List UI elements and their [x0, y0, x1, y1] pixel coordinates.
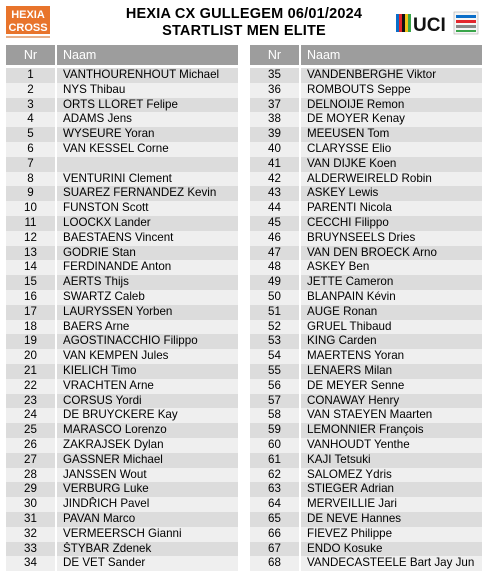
- logo-cross-text: CROSS: [8, 22, 48, 34]
- table-row: [6, 231, 238, 246]
- table-row: [6, 349, 238, 364]
- table-row: [6, 83, 238, 98]
- rider-number: 21: [6, 364, 55, 379]
- table-row: [6, 482, 238, 497]
- rider-number: 9: [6, 186, 55, 201]
- rider-number: 67: [250, 542, 299, 557]
- rider-number: 17: [6, 305, 55, 320]
- table-row: [6, 394, 238, 409]
- rider-name: STIEGER Adrian: [299, 482, 482, 497]
- rider-name: BAERS Arne: [55, 320, 238, 335]
- rider-name: VANDENBERGHE Viktor: [299, 68, 482, 83]
- rider-name: DE NEVE Hannes: [299, 512, 482, 527]
- rider-number: 53: [250, 334, 299, 349]
- rider-number: 23: [6, 394, 55, 409]
- rider-name: PAVAN Marco: [55, 512, 238, 527]
- rider-name: CLARYSSE Elio: [299, 142, 482, 157]
- rider-number: 26: [6, 438, 55, 453]
- rider-number: 2: [6, 83, 55, 98]
- rider-name: VAN DIJKE Koen: [299, 157, 482, 172]
- rider-number: 25: [6, 423, 55, 438]
- rider-name: ŠTYBAR Zdenek: [55, 542, 238, 557]
- table-row: [250, 172, 482, 187]
- table-row: [250, 453, 482, 468]
- rider-name: ASKEY Lewis: [299, 186, 482, 201]
- table-row: [250, 423, 482, 438]
- rider-name: VAN DEN BROECK Arno: [299, 246, 482, 261]
- table-row: [250, 68, 482, 83]
- table-row: [250, 542, 482, 557]
- rider-name: KIELICH Timo: [55, 364, 238, 379]
- rider-name: MARASCO Lorenzo: [55, 423, 238, 438]
- rider-number: 19: [6, 334, 55, 349]
- table-row: [250, 468, 482, 483]
- rider-name: JANSSEN Wout: [55, 468, 238, 483]
- rider-name: BAESTAENS Vincent: [55, 231, 238, 246]
- rider-list-right: [250, 68, 482, 571]
- rider-number: 47: [250, 246, 299, 261]
- table-row: [250, 364, 482, 379]
- table-row: [250, 127, 482, 142]
- rider-name: JINDŘICH Pavel: [55, 497, 238, 512]
- rider-number: 51: [250, 305, 299, 320]
- table-row: [250, 556, 482, 571]
- rider-number: 38: [250, 112, 299, 127]
- table-row: [250, 112, 482, 127]
- rider-number: 6: [6, 142, 55, 157]
- table-row: [250, 482, 482, 497]
- rider-number: 28: [6, 468, 55, 483]
- logo-hexia-text: HEXIA: [11, 9, 45, 21]
- rider-number: 58: [250, 408, 299, 423]
- column-header-name: Naam: [55, 45, 238, 65]
- rider-name: CORSUS Yordi: [55, 394, 238, 409]
- table-row: [6, 438, 238, 453]
- rider-number: 12: [6, 231, 55, 246]
- rider-name: GODRIE Stan: [55, 246, 238, 261]
- rider-number: 33: [6, 542, 55, 557]
- table-row: [6, 497, 238, 512]
- rider-name: [55, 157, 238, 172]
- rider-name: DE MEYER Senne: [299, 379, 482, 394]
- rider-name: WYSEURE Yoran: [55, 127, 238, 142]
- rider-number: 18: [6, 320, 55, 335]
- table-row: [250, 275, 482, 290]
- table-row: [250, 512, 482, 527]
- rider-number: 3: [6, 98, 55, 113]
- rider-name: ROMBOUTS Seppe: [299, 83, 482, 98]
- rider-name: LOOCKX Lander: [55, 216, 238, 231]
- column-header-nr: Nr: [267, 48, 282, 62]
- rider-number: 22: [6, 379, 55, 394]
- rider-name: BLANPAIN Kévin: [299, 290, 482, 305]
- rider-number: 10: [6, 201, 55, 216]
- rider-number: 34: [6, 556, 55, 571]
- rider-number: 54: [250, 349, 299, 364]
- table-row: [6, 260, 238, 275]
- rider-name: VERBURG Luke: [55, 482, 238, 497]
- rider-number: 64: [250, 497, 299, 512]
- table-row: [250, 231, 482, 246]
- table-row: [6, 468, 238, 483]
- rider-list-left: [6, 68, 238, 571]
- table-header: [6, 45, 238, 65]
- rider-name: CONAWAY Henry: [299, 394, 482, 409]
- rider-number: 61: [250, 453, 299, 468]
- table-header: [250, 45, 482, 65]
- rider-number: 30: [6, 497, 55, 512]
- table-row: [250, 379, 482, 394]
- table-row: [6, 68, 238, 83]
- rider-number: 7: [6, 157, 55, 172]
- table-row: [6, 216, 238, 231]
- table-row: [250, 186, 482, 201]
- table-row: [250, 246, 482, 261]
- startlist-column-left: [6, 45, 238, 571]
- rider-name: MERVEILLIE Jari: [299, 497, 482, 512]
- table-row: [6, 142, 238, 157]
- rider-number: 42: [250, 172, 299, 187]
- rider-number: 56: [250, 379, 299, 394]
- rider-number: 11: [6, 216, 55, 231]
- rider-number: 45: [250, 216, 299, 231]
- table-row: [6, 527, 238, 542]
- table-row: [250, 305, 482, 320]
- table-row: [6, 112, 238, 127]
- rider-name: ZAKRAJSEK Dylan: [55, 438, 238, 453]
- rider-number: 16: [6, 290, 55, 305]
- rider-name: SUAREZ FERNANDEZ Kevin: [55, 186, 238, 201]
- table-row: [250, 157, 482, 172]
- rider-name: ENDO Kosuke: [299, 542, 482, 557]
- rider-number: 62: [250, 468, 299, 483]
- rider-number: 44: [250, 201, 299, 216]
- table-row: [250, 83, 482, 98]
- rider-number: 20: [6, 349, 55, 364]
- table-row: [6, 127, 238, 142]
- table-row: [250, 320, 482, 335]
- rider-name: ALDERWEIRELD Robin: [299, 172, 482, 187]
- rider-number: 1: [6, 68, 55, 83]
- rider-number: 36: [250, 83, 299, 98]
- table-row: [250, 334, 482, 349]
- rider-number: 27: [6, 453, 55, 468]
- rider-name: SWARTZ Caleb: [55, 290, 238, 305]
- rider-name: VAN KESSEL Corne: [55, 142, 238, 157]
- rider-name: LENAERS Milan: [299, 364, 482, 379]
- rider-name: DE BRUYCKERE Kay: [55, 408, 238, 423]
- rider-number: 32: [6, 527, 55, 542]
- table-row: [6, 305, 238, 320]
- rider-name: PARENTI Nicola: [299, 201, 482, 216]
- rider-number: 57: [250, 394, 299, 409]
- rider-number: 15: [6, 275, 55, 290]
- column-header-name: Naam: [299, 45, 482, 65]
- rider-name: VANHOUDT Yenthe: [299, 438, 482, 453]
- rider-name: VANDECASTEELE Bart Jay Jun: [299, 556, 482, 571]
- rider-number: 39: [250, 127, 299, 142]
- rider-name: CECCHI Filippo: [299, 216, 482, 231]
- rider-number: 52: [250, 320, 299, 335]
- table-row: [250, 290, 482, 305]
- rider-name: FUNSTON Scott: [55, 201, 238, 216]
- rider-number: 46: [250, 231, 299, 246]
- rider-name: VRACHTEN Arne: [55, 379, 238, 394]
- table-row: [6, 246, 238, 261]
- event-title: HEXIA CX GULLEGEM 06/01/2024: [125, 6, 363, 22]
- rider-name: ASKEY Ben: [299, 260, 482, 275]
- table-row: [6, 172, 238, 187]
- table-row: [250, 408, 482, 423]
- rider-number: 31: [6, 512, 55, 527]
- table-row: [250, 216, 482, 231]
- rider-number: 66: [250, 527, 299, 542]
- rider-number: 14: [6, 260, 55, 275]
- table-row: [6, 556, 238, 571]
- table-row: [6, 364, 238, 379]
- rider-number: 4: [6, 112, 55, 127]
- rider-name: ADAMS Jens: [55, 112, 238, 127]
- rider-name: MAERTENS Yoran: [299, 349, 482, 364]
- rider-number: 60: [250, 438, 299, 453]
- rider-name: DE MOYER Kenay: [299, 112, 482, 127]
- table-row: [6, 512, 238, 527]
- table-row: [6, 275, 238, 290]
- rider-number: 68: [250, 556, 299, 571]
- rider-name: KING Carden: [299, 334, 482, 349]
- rider-number: 13: [6, 246, 55, 261]
- table-row: [6, 186, 238, 201]
- rider-number: 5: [6, 127, 55, 142]
- startlist-title: STARTLIST MEN ELITE: [162, 23, 326, 39]
- startlist-column-right: [250, 45, 482, 571]
- rider-number: 8: [6, 172, 55, 187]
- rider-name: KAJI Tetsuki: [299, 453, 482, 468]
- rider-name: VERMEERSCH Gianni: [55, 527, 238, 542]
- table-row: [250, 527, 482, 542]
- rider-name: FERDINANDE Anton: [55, 260, 238, 275]
- rider-name: AGOSTINACCHIO Filippo: [55, 334, 238, 349]
- rider-name: DE VET Sander: [55, 556, 238, 571]
- table-row: [250, 142, 482, 157]
- rider-name: GRUEL Thibaud: [299, 320, 482, 335]
- rider-number: 37: [250, 98, 299, 113]
- rider-name: VANTHOURENHOUT Michael: [55, 68, 238, 83]
- rider-name: DELNOIJE Remon: [299, 98, 482, 113]
- table-row: [6, 320, 238, 335]
- table-row: [6, 408, 238, 423]
- uci-logo-text: UCI: [413, 15, 446, 36]
- rider-name: VAN KEMPEN Jules: [55, 349, 238, 364]
- table-row: [250, 349, 482, 364]
- rider-name: VENTURINI Clement: [55, 172, 238, 187]
- table-row: [250, 98, 482, 113]
- rider-number: 59: [250, 423, 299, 438]
- rider-number: 35: [250, 68, 299, 83]
- table-row: [250, 394, 482, 409]
- rider-name: AUGE Ronan: [299, 305, 482, 320]
- rider-name: BRUYNSEELS Dries: [299, 231, 482, 246]
- rider-name: VAN STAEYEN Maarten: [299, 408, 482, 423]
- rider-number: 49: [250, 275, 299, 290]
- rider-number: 50: [250, 290, 299, 305]
- table-row: [250, 260, 482, 275]
- table-row: [6, 453, 238, 468]
- rider-number: 43: [250, 186, 299, 201]
- rider-name: NYS Thibau: [55, 83, 238, 98]
- table-row: [6, 98, 238, 113]
- rider-name: ORTS LLORET Felipe: [55, 98, 238, 113]
- table-row: [6, 157, 238, 172]
- table-row: [6, 423, 238, 438]
- rider-name: GASSNER Michael: [55, 453, 238, 468]
- rider-name: AERTS Thijs: [55, 275, 238, 290]
- table-row: [6, 201, 238, 216]
- table-row: [250, 497, 482, 512]
- rider-name: JETTE Cameron: [299, 275, 482, 290]
- table-row: [250, 201, 482, 216]
- rider-number: 40: [250, 142, 299, 157]
- rider-number: 41: [250, 157, 299, 172]
- column-header-nr: Nr: [23, 48, 38, 62]
- rider-name: LEMONNIER François: [299, 423, 482, 438]
- rider-number: 65: [250, 512, 299, 527]
- rider-number: 48: [250, 260, 299, 275]
- rider-number: 63: [250, 482, 299, 497]
- table-row: [250, 438, 482, 453]
- table-row: [6, 290, 238, 305]
- table-row: [6, 542, 238, 557]
- rider-number: 29: [6, 482, 55, 497]
- rider-number: 24: [6, 408, 55, 423]
- rider-name: LAURYSSEN Yorben: [55, 305, 238, 320]
- rider-number: 55: [250, 364, 299, 379]
- rider-name: SALOMEZ Ydris: [299, 468, 482, 483]
- rider-name: FIEVEZ Philippe: [299, 527, 482, 542]
- table-row: [6, 379, 238, 394]
- table-row: [6, 334, 238, 349]
- rider-name: MEEUSEN Tom: [299, 127, 482, 142]
